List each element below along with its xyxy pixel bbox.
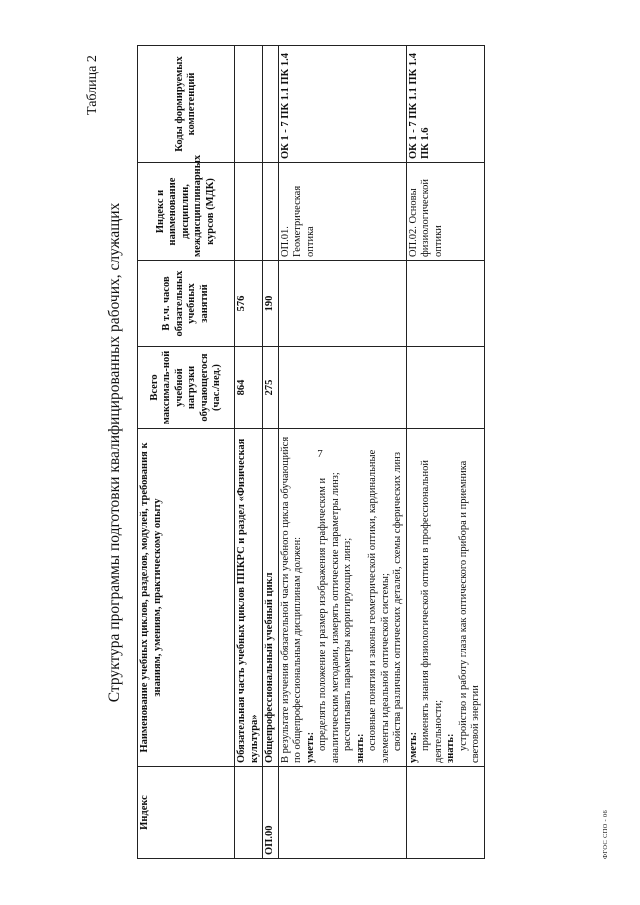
cell-competences: ОК 1 - 7 ПК 1.1 ПК 1.4 ПК 1.6 bbox=[406, 46, 484, 163]
structure-table bbox=[137, 45, 485, 859]
header-mandatory: В т.ч. часов обязательных учебных занятий bbox=[138, 261, 235, 347]
cell-max-load bbox=[406, 347, 484, 429]
table-row bbox=[278, 46, 406, 859]
cell-mandatory bbox=[278, 261, 406, 347]
cell-index bbox=[278, 767, 406, 859]
cell-index: ОП.00 bbox=[263, 767, 279, 859]
header-discipline: Индекс и наименование дисциплин, междисциплинарных курсов (МДК) bbox=[138, 163, 235, 261]
table-title: Структура программы подготовки квалифицированных рабочих, служащих bbox=[106, 202, 123, 703]
cell-mandatory bbox=[406, 261, 484, 347]
table-row bbox=[406, 46, 484, 859]
cell-discipline: ОП.02. Основы физиологической оптики bbox=[406, 163, 484, 261]
page-number: 7 bbox=[317, 448, 323, 460]
cell-index bbox=[235, 767, 263, 859]
cell-index bbox=[406, 767, 484, 859]
cell-name bbox=[406, 429, 484, 767]
list-item: определять положение и размер изображения графическим и аналитическим методами, измерять оптические параметры линз; bbox=[317, 472, 341, 763]
cell-discipline bbox=[235, 163, 263, 261]
table-row bbox=[263, 46, 279, 859]
table-row bbox=[235, 46, 263, 859]
cell-mandatory: 576 bbox=[235, 261, 263, 347]
header-max-load: Всего максималь-ной учебной нагрузки обучающегося (час./нед.) bbox=[138, 347, 235, 429]
cell-name bbox=[278, 429, 406, 767]
cell-competences bbox=[235, 46, 263, 163]
footer-code: ФГОС СПО - 06 bbox=[602, 809, 609, 859]
header-competences: Коды формируемых компетенций bbox=[138, 46, 235, 163]
list-item: свойства различных оптических деталей, схемы сферических линз bbox=[392, 452, 403, 751]
header-index: Индекс bbox=[138, 767, 235, 859]
cell-competences: ОК 1 - 7 ПК 1.1 ПК 1.4 bbox=[278, 46, 406, 163]
znat-label: знать: bbox=[445, 733, 456, 763]
table-header-row bbox=[138, 46, 235, 859]
intro-text: В результате изучения обязательной части учебного цикла обучающийся по общепрофессиональным дисциплинам должен: bbox=[279, 436, 303, 763]
cell-discipline: ОП.01. Геометрическая оптика bbox=[278, 163, 406, 261]
umet-label: уметь: bbox=[304, 731, 316, 763]
znat-label: знать: bbox=[354, 733, 366, 763]
cell-name: Обязательная часть учебных циклов ППКРС и раздел «Физическая культура» bbox=[235, 429, 263, 767]
cell-discipline bbox=[263, 163, 279, 261]
table-number: Таблица 2 bbox=[85, 55, 100, 115]
header-name: Наименование учебных циклов, разделов, модулей, требования к знаниям, умениям, практическому опыту bbox=[138, 429, 235, 767]
cell-max-load: 864 bbox=[235, 347, 263, 429]
cell-max-load bbox=[278, 347, 406, 429]
list-item: рассчитывать параметры корригирующих линз; bbox=[342, 537, 353, 751]
cell-max-load: 275 bbox=[263, 347, 279, 429]
cell-name: Общепрофессиональный учебный цикл bbox=[263, 429, 279, 767]
list-item: устройство и работу глаза как оптического прибора и приемника световой энергии bbox=[457, 460, 481, 763]
umet-label: уметь: bbox=[407, 731, 419, 763]
cell-mandatory: 190 bbox=[263, 261, 279, 347]
list-item: основные понятия и законы геометрической оптики, кардинальные элементы идеальной оптической системы; bbox=[367, 449, 391, 763]
cell-competences bbox=[263, 46, 279, 163]
list-item: применять знания физиологической оптики в профессиональной деятельности; bbox=[420, 460, 444, 763]
